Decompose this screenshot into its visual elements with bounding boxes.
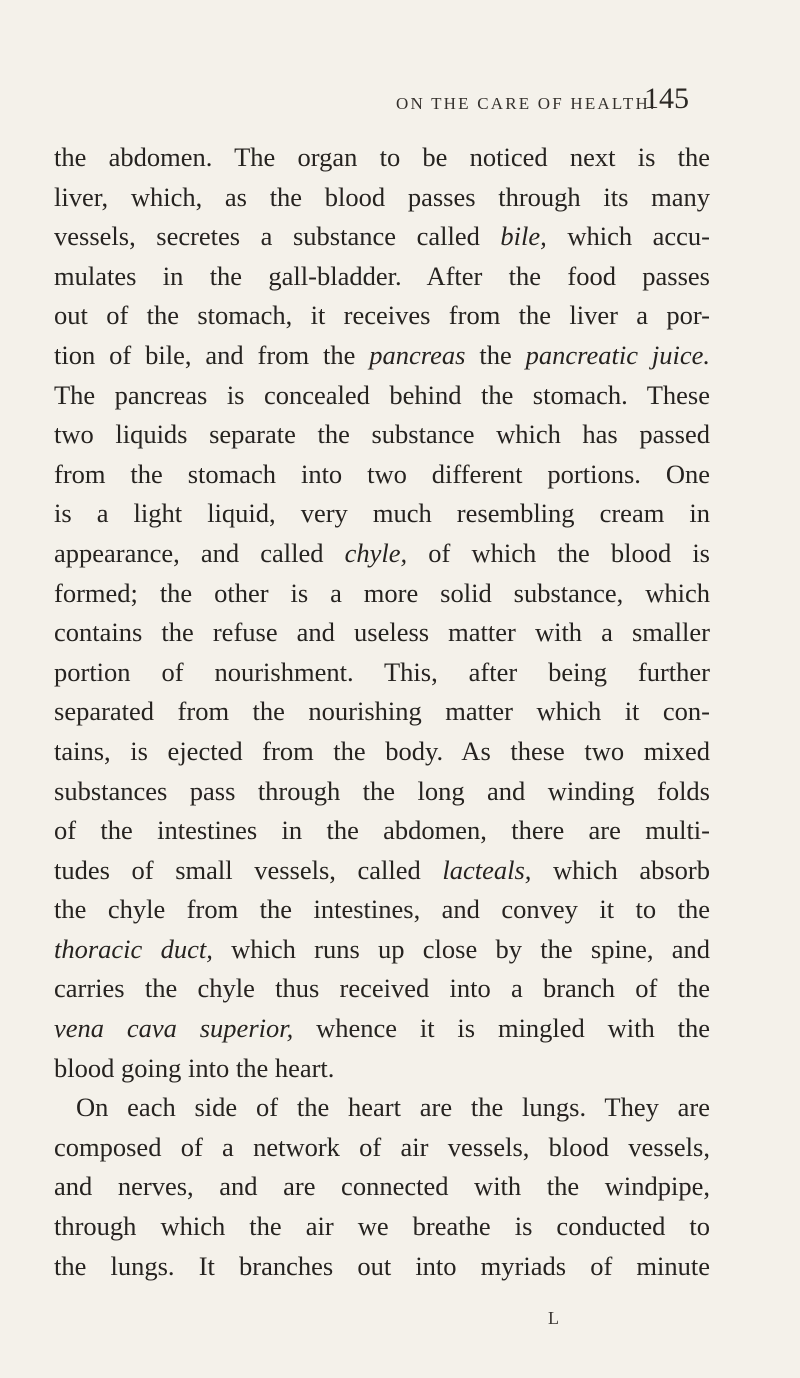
text-run: vessels, secretes a substance called — [54, 221, 501, 252]
text-run: composed of a network of air vessels, blood vessels, — [54, 1131, 710, 1162]
text-line — [54, 851, 710, 891]
text-run: tion of bile, and from the — [54, 339, 370, 370]
text-line — [54, 138, 710, 178]
text-run: carries the chyle thus received into a branch of the — [54, 973, 710, 1004]
text-line — [54, 257, 710, 297]
text-run: which runs up close by the spine, and — [212, 933, 710, 964]
text-line — [54, 296, 710, 336]
text-line — [54, 1247, 710, 1287]
text-run: mulates in the gall-bladder. After the food passes — [54, 260, 710, 291]
italic-term: pancreatic juice. — [525, 339, 711, 370]
italic-term: lacteals, — [442, 854, 532, 885]
text-run: of which the blood is — [407, 537, 710, 568]
text-run: through which the air we breathe is conducted to — [54, 1211, 710, 1242]
text-run: the lungs. It branches out into myriads of minute — [54, 1250, 710, 1281]
text-run: from the stomach into two different portions. One — [54, 458, 710, 489]
signature-mark: L — [548, 1308, 559, 1328]
text-run: formed; the other is a more solid substance, which — [54, 577, 710, 608]
text-line — [54, 811, 710, 851]
text-run: which absorb — [531, 854, 710, 885]
text-line — [54, 1128, 710, 1168]
text-line — [54, 494, 710, 534]
text-line — [54, 1167, 710, 1207]
text-line — [54, 692, 710, 732]
text-run: the chyle from the intestines, and convey it to the — [54, 894, 710, 925]
text-run: out of the stomach, it receives from the liver a por- — [54, 300, 710, 331]
running-title: ON THE CARE OF HEALTH. — [396, 94, 657, 113]
text-run: portion of nourishment. This, after being further — [54, 656, 710, 687]
text-run: contains the refuse and useless matter with a smaller — [54, 617, 710, 648]
text-run: On each side of the heart are the lungs. They are — [76, 1092, 710, 1123]
text-line — [54, 653, 710, 693]
text-line — [54, 613, 710, 653]
text-line — [54, 890, 710, 930]
body-text — [54, 138, 710, 1286]
text-line — [54, 574, 710, 614]
text-line — [54, 217, 710, 257]
italic-term: chyle, — [344, 537, 408, 568]
text-line — [54, 1009, 710, 1049]
text-line — [54, 336, 710, 376]
text-line — [54, 178, 710, 218]
italic-term: thoracic duct, — [54, 933, 213, 964]
text-run: of the intestines in the abdomen, there are multi- — [54, 815, 710, 846]
text-line — [54, 534, 710, 574]
text-run: appearance, and called — [54, 537, 345, 568]
text-line — [54, 1207, 710, 1247]
text-run: which accu- — [546, 221, 710, 252]
text-line — [54, 930, 710, 970]
text-run: whence it is mingled with the — [293, 1013, 710, 1044]
text-line — [54, 772, 710, 812]
text-run: liver, which, as the blood passes through its many — [54, 181, 710, 212]
text-run: is a light liquid, very much resembling cream in — [54, 498, 710, 529]
text-run: the abdomen. The organ to be noticed next is the — [54, 142, 710, 172]
text-run: tains, is ejected from the body. As these two mixed — [54, 735, 710, 766]
text-line — [54, 1049, 710, 1089]
text-run: two liquids separate the substance which has passed — [54, 419, 710, 450]
italic-term: bile, — [500, 221, 547, 252]
text-run: blood going into the heart. — [54, 1052, 335, 1083]
text-run: separated from the nourishing matter which it con- — [54, 696, 710, 727]
text-run: The pancreas is concealed behind the stomach. These — [54, 379, 710, 410]
italic-term: pancreas — [369, 339, 466, 370]
text-line — [54, 969, 710, 1009]
italic-term: vena cava superior, — [54, 1013, 294, 1044]
text-line — [54, 732, 710, 772]
text-run: and nerves, and are connected with the windpipe, — [54, 1171, 710, 1202]
text-run: tudes of small vessels, called — [54, 854, 443, 885]
text-line — [54, 376, 710, 416]
text-line — [54, 415, 710, 455]
text-run: substances pass through the long and winding folds — [54, 775, 710, 806]
text-line — [54, 455, 710, 495]
text-line — [54, 1088, 710, 1128]
running-head — [0, 82, 800, 128]
page-number: 145 — [644, 82, 689, 115]
text-run: the — [465, 339, 526, 370]
